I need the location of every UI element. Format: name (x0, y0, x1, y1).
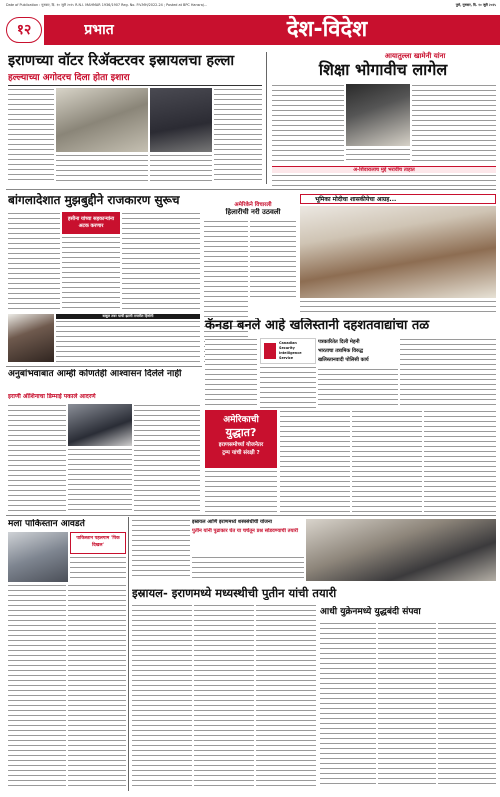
story6-strap1: इराणसमोर्च्या योजनेतर (218, 442, 264, 448)
story3-text-col5 (250, 220, 296, 300)
divider (6, 515, 496, 516)
bullet-1: पत्रकारितेत दिली मेहनी (318, 339, 360, 345)
story4-photo (68, 404, 132, 446)
story9-text-col1 (320, 622, 376, 788)
story1-headline: इराणच्या वॉटर रिॲक्टरवर इस्रायलचा हल्ला (8, 53, 235, 69)
logo-line4: Service (279, 356, 294, 360)
story4-headline: अनुबांभवाबात आम्ही कोणतेही आश्वासन दिलेले नाही (8, 369, 182, 379)
story3-byline-bar (56, 314, 200, 319)
bullet-2: भारताचा तत्रामिक विरुद्ध (318, 348, 364, 354)
story9-text-col2 (378, 622, 436, 788)
story5-text-col1 (205, 338, 257, 408)
story1-photo-caption (56, 154, 148, 184)
story3-quote-box (62, 212, 120, 234)
dateline: Date of Publication : गुरुवार, दि. १० जुलै २०२५ R.N.I. MAHMAR 1936/1907 Reg. No. P.V.MH/2022-24 ; Posted at BPC Hansraj... (6, 3, 208, 7)
story5-text-col4 (400, 338, 496, 408)
story6-text-col1 (205, 470, 277, 512)
story8-text-pre (132, 519, 190, 579)
story4-text-col3 (134, 404, 200, 512)
bullet-3: खलिस्तानवादी पोलिसी कार्य (318, 357, 369, 363)
story7-text-col1 (8, 584, 66, 788)
story8-headline: इस्रायल- इराणमध्ये मध्यस्थीची पुतीन यांची तयारी (132, 586, 337, 600)
story4-sub: इराणी ऑशिनाचा डिम्माई पकाले आदरणे (8, 393, 96, 400)
story1-photo-person (150, 88, 212, 152)
column-rule (266, 52, 267, 184)
page-number-badge (6, 17, 42, 43)
story6-q2: युद्धात? (225, 426, 257, 439)
story5-headline: कॅनडा बनले आहे खलिस्तानी दहशतवाद्यांचा तळ (205, 318, 430, 333)
story2-box-bar (272, 166, 496, 173)
story3-byline: बाबुल तवर याची झाली तप्तरीत हिषोनी (102, 314, 154, 318)
masthead (0, 11, 500, 49)
story2-text-col2 (412, 84, 496, 164)
story3-text-col1 (8, 212, 60, 312)
section-bar (154, 15, 500, 45)
story1-subhead: हल्ल्याच्या अगोदरच दिला होता इशारा (8, 73, 130, 83)
story3-sub: हिलारीची नरी उठवली (225, 208, 281, 216)
page-number: १२ (16, 22, 32, 38)
story5-logo-box (260, 338, 316, 364)
story5-bullets (318, 338, 398, 366)
story3-photo-box (300, 194, 496, 204)
story7-text-top (70, 556, 126, 582)
story2-text-col1 (272, 84, 344, 164)
story3-byline-text (56, 320, 200, 362)
story3-headline: बांगलादेशात मुझबुद्दीने राजकारण सुरूच (8, 193, 180, 207)
story7-tag-box (70, 532, 126, 554)
story6-q1: अमेरिकाची (223, 415, 259, 425)
column-rule (128, 517, 129, 791)
story5-text-col3 (318, 368, 398, 408)
logo-line3: Intelligence (279, 351, 302, 355)
story1-text-col2 (214, 88, 262, 184)
story2-headline: शिक्षा भोगावीच लागेल (318, 60, 448, 79)
story9-headline: आधी युक्रेनमध्ये युद्धबंदी संपवा (320, 607, 421, 617)
logo-line2: Security (279, 346, 295, 350)
story4-text-col2 (68, 448, 132, 512)
story6-text-col4 (424, 410, 496, 512)
story3-kicker: अमेरिकेने विचारली (234, 202, 272, 208)
story3-photo-box-title: भूमिका मोदीचा शासकीयेचा आग्रह... (315, 196, 397, 203)
brand-box (44, 15, 154, 45)
brand-logo: प्रभात (84, 22, 114, 38)
story9-text-col3 (438, 622, 496, 788)
divider (6, 366, 202, 367)
date-right: पुणे, गुरुवार, दि. १० जुलै २०२५ (455, 3, 496, 7)
story3-photo-scene (300, 206, 496, 298)
story2-photo (346, 84, 410, 146)
story8-lead-text (192, 556, 304, 582)
story3-photo-portrait (8, 314, 54, 362)
story3-photo-caption (300, 300, 496, 314)
story6-box (205, 410, 277, 468)
story2-box-text (272, 174, 496, 186)
story7-text-col2 (68, 584, 126, 788)
story6-strap2: ट्रम्प यांची संरक्षी ? (222, 450, 260, 456)
story8-text-col2 (194, 604, 254, 788)
story1-photo2-caption (150, 154, 212, 184)
story8-lead2: पुतीन यांनी पुढाकार घेत या चर्चेतून प्रश्न सोडवण्याची तयारी (192, 528, 298, 534)
story8-text-col1 (132, 604, 192, 788)
story7-photo (8, 532, 68, 582)
divider (8, 85, 262, 86)
story8-lead1: इस्रायल आणि इराणमध्ये शस्त्रसंधीची योजना (192, 519, 272, 525)
story7-tag: पाकिस्तान पहलगाम 'पिक दिखल' (76, 536, 120, 548)
divider (6, 189, 496, 190)
logo-line1: Canadian (279, 341, 297, 345)
section-title: देश-विदेश (286, 17, 368, 42)
story2-box-title: अ-शिवारालाच मुद्दे भरावीच ताहात (353, 167, 415, 173)
story8-text-col3 (256, 604, 316, 788)
story2-caption (346, 148, 410, 164)
story3-quote: हसीना यांच्या सहकाऱ्यांना अटक करणार (67, 216, 115, 229)
story6-text-col3 (352, 410, 422, 512)
story1-text-col1 (8, 88, 54, 184)
story4-text-col1 (8, 404, 66, 512)
story8-photo (306, 519, 496, 581)
story3-text-col2 (62, 236, 120, 312)
story6-text-col2 (280, 410, 350, 512)
maple-leaf-icon (264, 343, 276, 359)
story3-text-col3 (122, 212, 200, 312)
story7-headline: मला पाकिस्तान आवडते (8, 519, 85, 529)
story5-text-col2 (260, 366, 316, 408)
story1-photo-building (56, 88, 148, 152)
story2-kicker: आयातुल्ला खामेनी यांना (384, 52, 446, 60)
